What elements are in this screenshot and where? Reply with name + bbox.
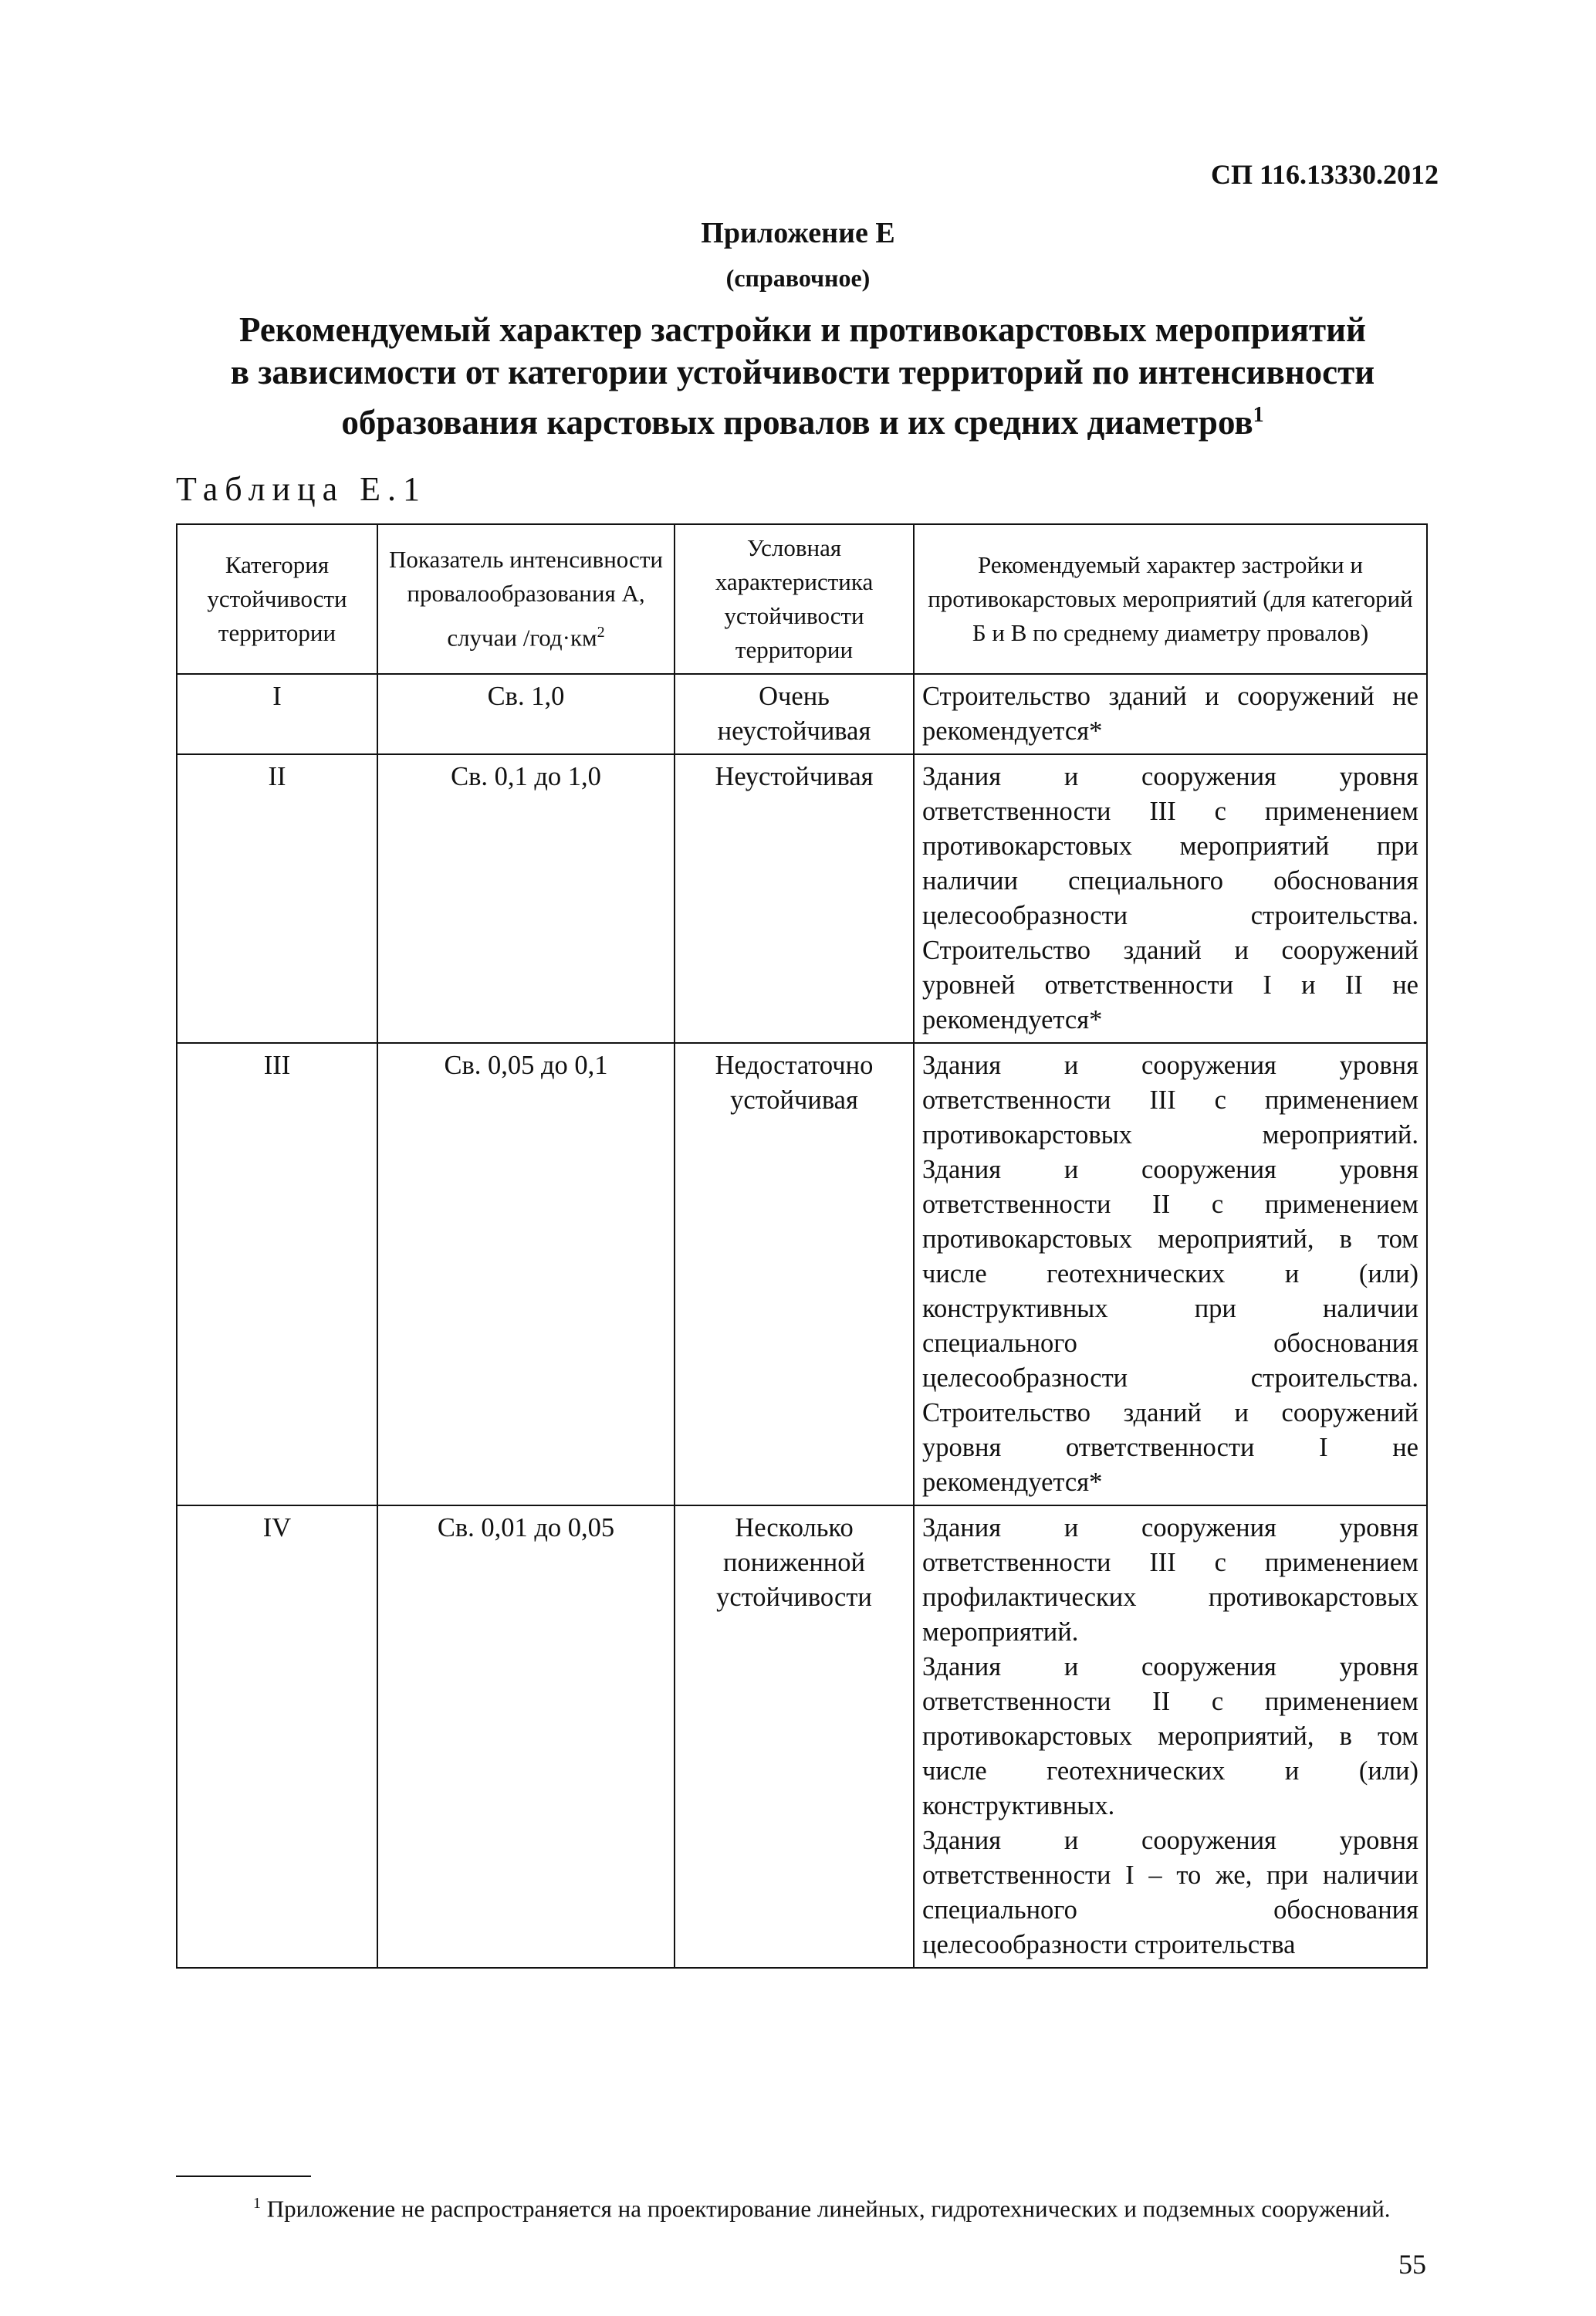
table-body (177, 674, 1427, 1968)
heading-line-1: Рекомендуемый характер застройки и противокарстовых мероприятий (239, 310, 1366, 349)
footnote-text: Приложение не распространяется на проектирование линейных, гидротехнических и подземных сооружений. (266, 2195, 1391, 2223)
heading-line-3 (154, 394, 1451, 444)
recommendation-paragraph: Здания и сооружения уровня ответственности II с применением противокарстовых мероприятий, в том числе геотехнических и (или) конструктивных. (922, 1652, 1418, 1820)
header-characteristic: Условная характеристика устойчивости территории (675, 524, 914, 674)
recommendation-paragraph: Здания и сооружения уровня ответственности III с применением противокарстовых мероприятий. (922, 1051, 1418, 1150)
table-container (176, 523, 1426, 1969)
recommendation-paragraph: Строительство зданий и сооружений уровня ответственности I не рекомендуется* (922, 1398, 1418, 1497)
header-intensity (377, 524, 675, 674)
header-recommendations: Рекомендуемый характер застройки и противокарстовых мероприятий (для категорий Б и В по среднему диаметру провалов) (914, 524, 1427, 674)
heading-line-3-text: образования карстовых провалов и их средних диаметров (341, 403, 1253, 442)
appendix-subtitle: (справочное) (725, 264, 871, 292)
table-row (177, 1043, 1427, 1505)
header-intensity-text: Показатель интенсивности провалообразования А, (389, 546, 663, 608)
header-category: Категория устойчивости территории (177, 524, 377, 674)
table-header-row (177, 524, 1427, 674)
appendix-title: Приложение Е (701, 217, 895, 249)
recommendation-paragraph: Здания и сооружения уровня ответственности III с применением противокарстовых мероприятий при наличии специального обоснования целесообразности строительства. (922, 762, 1418, 930)
cell-characteristic: Очень неустойчивая (675, 674, 914, 754)
cell-recommendations (914, 1505, 1427, 1968)
recommendation-paragraph: Здания и сооружения уровня ответственности II с применением противокарстовых мероприятий, в том числе геотехнических и (или) конструктивных при наличии специального обоснования целесообразности строительства. (922, 1155, 1418, 1393)
cell-intensity: Св. 0,1 до 1,0 (377, 754, 675, 1043)
table-row (177, 674, 1427, 754)
footnote-mark: 1 (253, 2195, 261, 2212)
footnote-divider (176, 2175, 311, 2177)
cell-intensity: Св. 0,05 до 0,1 (377, 1043, 675, 1505)
cell-characteristic: Несколько пониженной устойчивости (675, 1505, 914, 1968)
table-row (177, 1505, 1427, 1968)
cell-intensity: Св. 1,0 (377, 674, 675, 754)
heading-footnote-mark: 1 (1253, 403, 1264, 427)
cell-recommendations (914, 754, 1427, 1043)
header-intensity-unit (384, 615, 668, 655)
table-row (177, 754, 1427, 1043)
cell-category: II (177, 754, 377, 1043)
document-code: СП 116.13330.2012 (1210, 159, 1439, 190)
cell-intensity: Св. 0,01 до 0,05 (377, 1505, 675, 1968)
cell-characteristic: Неустойчивая (675, 754, 914, 1043)
cell-category: I (177, 674, 377, 754)
table-label: Таблица Е.1 (176, 470, 428, 508)
recommendation-paragraph: Строительство зданий и сооружений уровней ответственности I и II не рекомендуется* (922, 936, 1418, 1034)
recommendation-paragraph: Строительство зданий и сооружений не рекомендуется* (922, 682, 1418, 746)
page-number: 55 (1398, 2249, 1426, 2280)
cell-category: IV (177, 1505, 377, 1968)
cell-characteristic: Недостаточно устойчивая (675, 1043, 914, 1505)
cell-recommendations (914, 1043, 1427, 1505)
header-intensity-unit-sup: 2 (597, 624, 605, 642)
cell-recommendations (914, 674, 1427, 754)
recommendation-paragraph: Здания и сооружения уровня ответственности III с применением профилактических противокарстовых мероприятий. (922, 1513, 1418, 1647)
karst-table (176, 523, 1428, 1969)
heading-line-2: в зависимости от категории устойчивости территорий по интенсивности (230, 353, 1375, 391)
page-heading (154, 309, 1451, 444)
recommendation-paragraph: Здания и сооружения уровня ответственности I – то же, при наличии специального обоснования целесообразности строительства (922, 1826, 1418, 1959)
header-intensity-unit-text: случаи /год·км (447, 624, 597, 652)
footnote (176, 2186, 1426, 2226)
cell-category: III (177, 1043, 377, 1505)
